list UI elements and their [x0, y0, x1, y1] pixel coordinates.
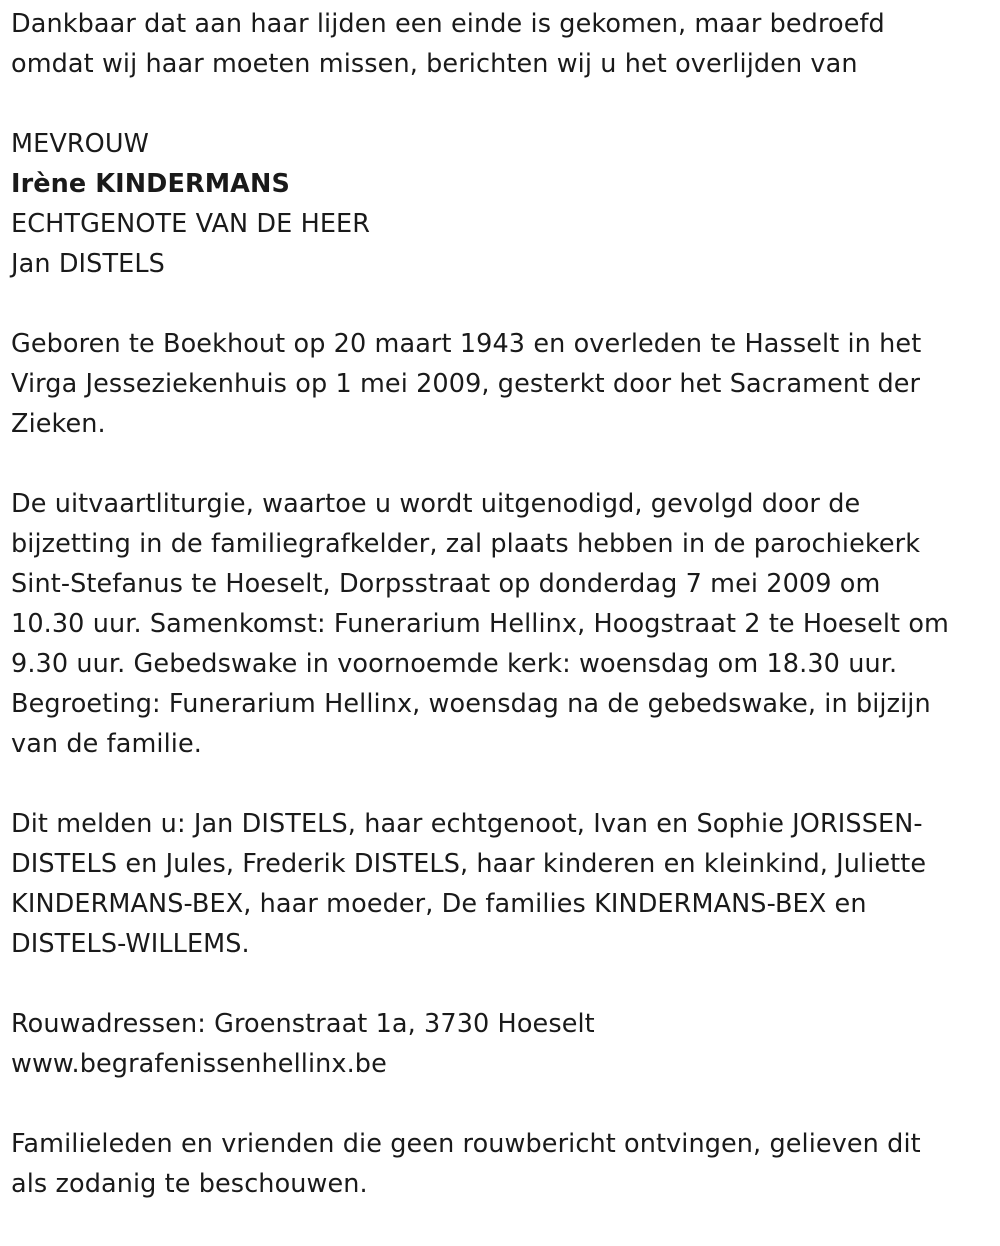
funeral-line: bijzetting in de familiegrafkelder, zal plaats hebben in de parochiekerk	[11, 529, 921, 559]
closing-paragraph	[11, 1124, 996, 1204]
deceased-relation: ECHTGENOTE VAN DE HEER	[11, 209, 371, 239]
birth-death-line: Virga Jesseziekenhuis op 1 mei 2009, gesterkt door het Sacrament der	[11, 369, 921, 399]
death-notice	[11, 4, 996, 1244]
funeral-line: Begroeting: Funerarium Hellinx, woensdag na de gebedswake, in bijzijn	[11, 689, 931, 719]
deceased-title: MEVROUW	[11, 129, 149, 159]
funeral-line: 9.30 uur. Gebedswake in voornoemde kerk: woensdag om 18.30 uur.	[11, 649, 898, 679]
intro-line: Dankbaar dat aan haar lijden een einde is gekomen, maar bedroefd	[11, 9, 885, 39]
condolence-address: Rouwadressen: Groenstraat 1a, 3730 Hoeselt	[11, 1009, 595, 1039]
website-link[interactable]: www.begrafenissenhellinx.be	[11, 1049, 387, 1079]
funeral-line: 10.30 uur. Samenkomst: Funerarium Hellinx, Hoogstraat 2 te Hoeselt om	[11, 609, 949, 639]
family-line: KINDERMANS-BEX, haar moeder, De families KINDERMANS-BEX en	[11, 889, 867, 919]
family-line: DISTELS en Jules, Frederik DISTELS, haar kinderen en kleinkind, Juliette	[11, 849, 927, 879]
deceased-name: Irène KINDERMANS	[11, 169, 290, 199]
address-paragraph	[11, 1004, 996, 1084]
birth-death-paragraph	[11, 324, 996, 444]
family-line: DISTELS-WILLEMS.	[11, 929, 250, 959]
birth-death-line: Geboren te Boekhout op 20 maart 1943 en overleden te Hasselt in het	[11, 329, 922, 359]
family-line: Dit melden u: Jan DISTELS, haar echtgenoot, Ivan en Sophie JORISSEN-	[11, 809, 923, 839]
closing-line: als zodanig te beschouwen.	[11, 1169, 368, 1199]
spouse-name: Jan DISTELS	[11, 249, 165, 279]
funeral-line: De uitvaartliturgie, waartoe u wordt uitgenodigd, gevolgd door de	[11, 489, 861, 519]
funeral-line: van de familie.	[11, 729, 202, 759]
intro-line: omdat wij haar moeten missen, berichten wij u het overlijden van	[11, 49, 858, 79]
intro-paragraph	[11, 4, 996, 84]
funeral-line: Sint-Stefanus te Hoeselt, Dorpsstraat op donderdag 7 mei 2009 om	[11, 569, 881, 599]
birth-death-line: Zieken.	[11, 409, 106, 439]
deceased-block	[11, 124, 996, 284]
closing-line: Familieleden en vrienden die geen rouwbericht ontvingen, gelieven dit	[11, 1129, 921, 1159]
family-paragraph	[11, 804, 996, 964]
funeral-paragraph	[11, 484, 996, 764]
